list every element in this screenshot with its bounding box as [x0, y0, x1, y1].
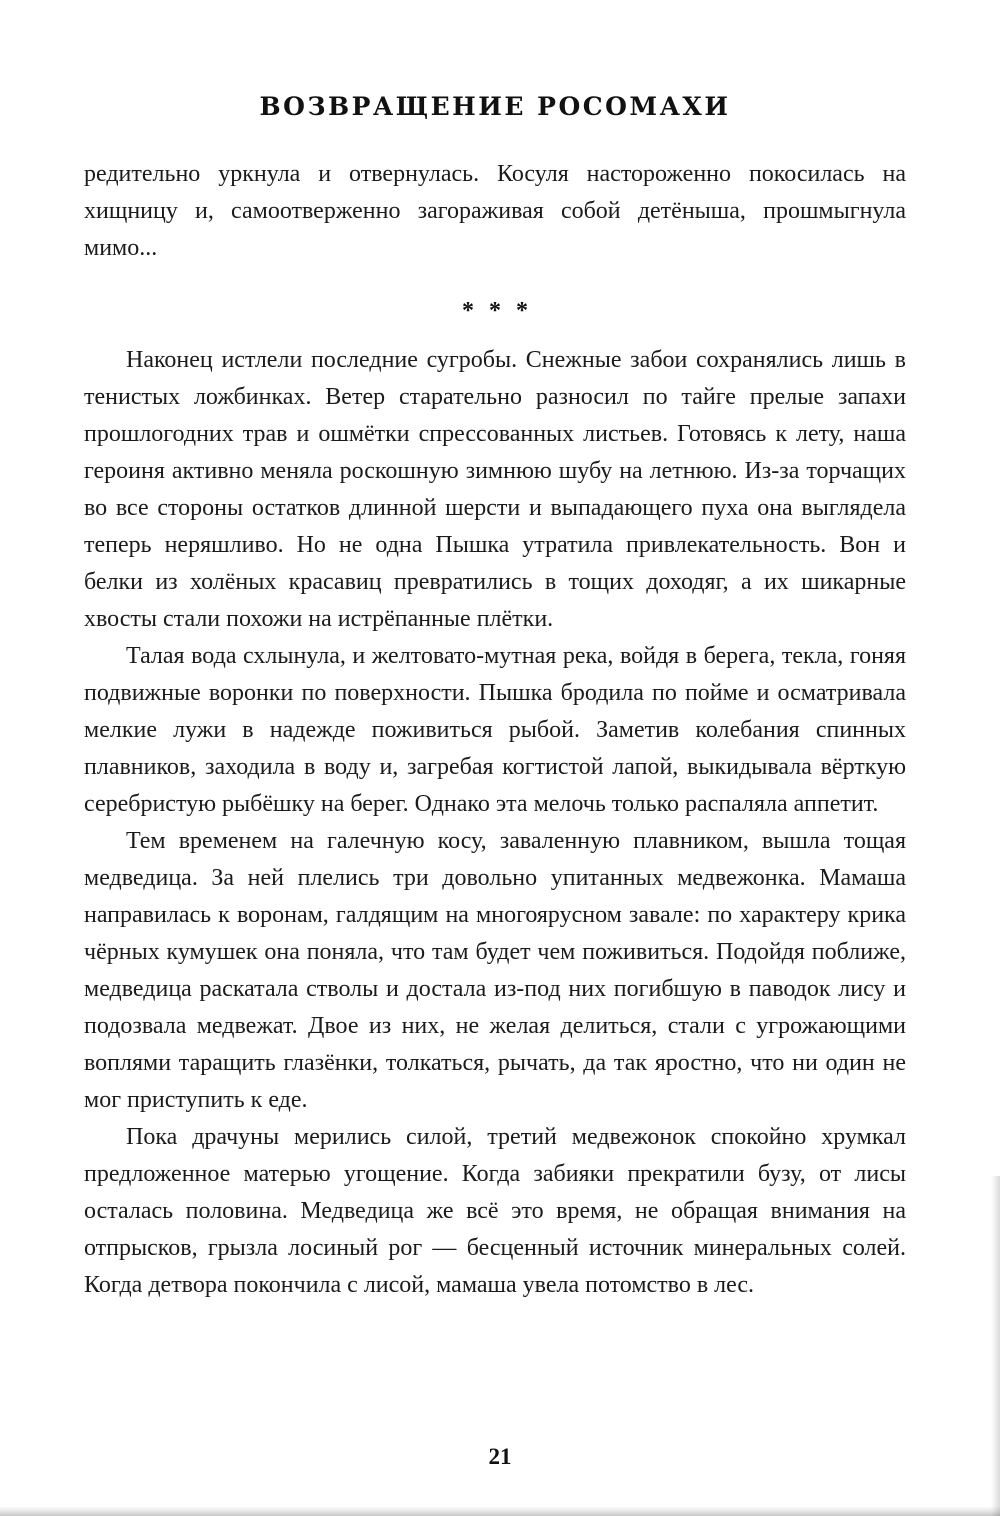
paragraph: Тем временем на галечную косу, заваленную плавником, вышла тощая медведица. За ней плелись три довольно упитанных медвежонка. Мамаша направилась к воронам, галдящим на многоярусном завале: по характеру крика чёрных кумушек она поняла, что там будет чем поживиться. Подойдя поближе, медведица раскатала стволы и достала из-под них погибшую в паводок лису и подозвала медвежат. Двое из них, не желая делиться, стали с угрожающими воплями таращить глазёнки, толкаться, рычать, да так яростно, что ни один не мог приступить к еде.	[84, 828, 906, 1113]
page-number: 21	[488, 1444, 512, 1469]
paragraph: Талая вода схлынула, и желтовато-мутная река, войдя в берега, текла, гоняя подвижные воронки по поверхности. Пышка бродила по пойме и осматривала мелкие лужи в надежде поживиться рыбой. Заметив колебания спинных плавников, заходила в воду и, загребая когтистой лапой, выкидывала вёрткую серебристую рыбёшку на берег. Однако эта мелочь только распаляла аппетит.	[84, 643, 906, 817]
scan-edge-shadow-bottom	[0, 1506, 1000, 1516]
paragraph: Пока драчуны мерились силой, третий медвежонок спокойно хрумкал предложенное матерью угощение. Когда забияки прекратили бузу, от лисы осталась половина. Медведица же всё это время, не обращая внимания на отпрысков, грызла лосиный рог — бесценный источник минеральных солей. Когда детвора покончила с лисой, мамаша увела потомство в лес.	[84, 1124, 906, 1298]
section-separator: * * *	[462, 298, 528, 324]
paragraph-continuation: редительно уркнула и отвернулась. Косуля настороженно покосилась на хищницу и, самоотверженно загораживая собой детёныша, прошмыгнула мимо...	[84, 161, 906, 261]
chapter-title: ВОЗВРАЩЕНИЕ РОСОМАХИ	[259, 92, 731, 121]
paragraph: Наконец истлели последние сугробы. Снежные забои сохранялись лишь в тенистых ложбинках. Ветер старательно разносил по тайге прелые запахи прошлогодних трав и ошмётки спрессованных листьев. Готовясь к лету, наша героиня активно меняла роскошную зимнюю шубу на летнюю. Из-за торчащих во все стороны остатков длинной шерсти и выпадающего пуха она выглядела теперь неряшливо. Но не одна Пышка утратила привлекательность. Вон и белки из холёных красавиц превратились в тощих доходяг, а их шикарные хвосты стали похожи на истрёпанные плётки.	[84, 347, 906, 632]
